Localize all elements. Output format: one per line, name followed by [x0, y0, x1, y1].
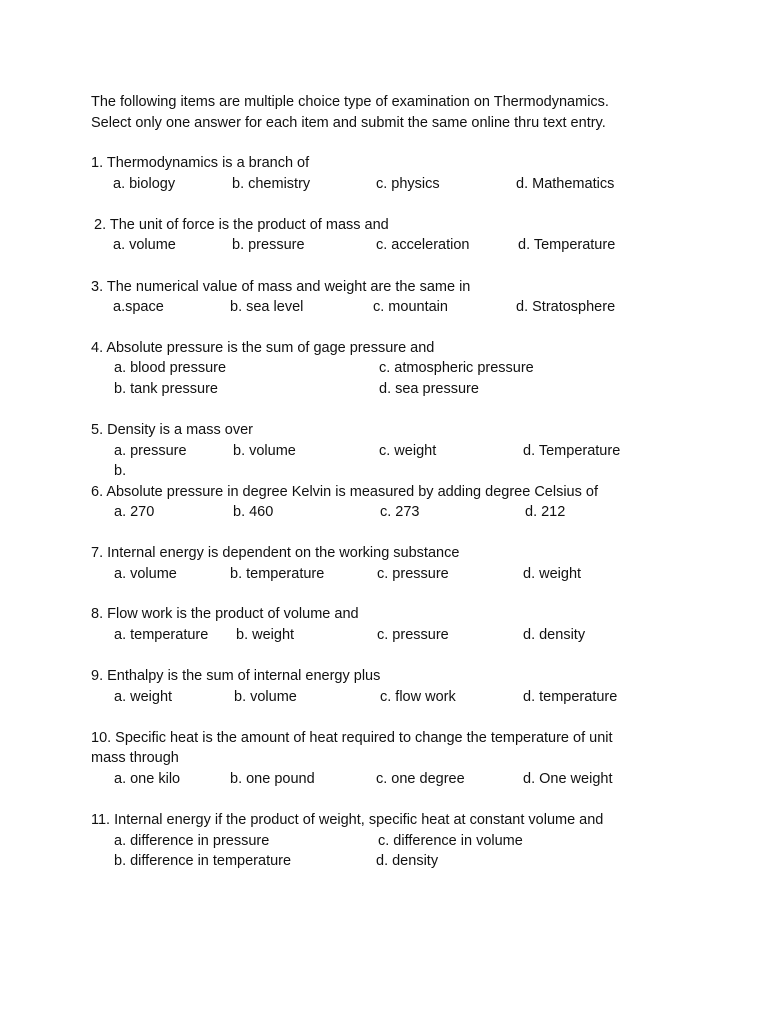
option-c: c. difference in volume — [378, 833, 523, 849]
option-b: b. volume — [233, 443, 296, 459]
option-a: a. difference in pressure — [114, 833, 270, 849]
option-b: b. temperature — [230, 566, 325, 582]
option-a: a. 270 — [114, 504, 155, 520]
option-b: b. difference in temperature — [114, 853, 292, 869]
option-a: a. weight — [114, 689, 173, 705]
option-b: b. 460 — [233, 504, 274, 520]
question-text: 4. Absolute pressure is the sum of gage pressure and — [91, 340, 435, 356]
option-c: c. pressure — [377, 627, 449, 643]
question-text: 8. Flow work is the product of volume and — [91, 606, 359, 622]
question-text: 5. Density is a mass over — [91, 422, 253, 438]
option-a: a. pressure — [114, 443, 187, 459]
option-d: d. weight — [523, 566, 582, 582]
question-text: 10. Specific heat is the amount of heat required to change the temperature of unit — [91, 730, 613, 746]
option-c: c. one degree — [376, 771, 465, 787]
option-a: a. volume — [114, 566, 177, 582]
option-d: d. One weight — [523, 771, 613, 787]
option-b: b. chemistry — [232, 176, 311, 192]
option-c: c. mountain — [373, 299, 448, 315]
option-a: a. volume — [113, 237, 176, 253]
option-a: a. temperature — [114, 627, 209, 643]
option-d: d. sea pressure — [379, 381, 479, 397]
question-text: 2. The unit of force is the product of mass and — [94, 217, 389, 233]
question-text: 6. Absolute pressure in degree Kelvin is measured by adding degree Celsius of — [91, 484, 598, 500]
option-d: d. temperature — [523, 689, 618, 705]
option-a: a. blood pressure — [114, 360, 227, 376]
option-d: d. 212 — [525, 504, 566, 520]
stray-option-b: b. — [114, 463, 127, 479]
intro-line-1: The following items are multiple choice type of examination on Thermodynamics. — [91, 94, 609, 110]
option-c: c. physics — [376, 176, 440, 192]
question-text: 3. The numerical value of mass and weight are the same in — [91, 279, 471, 295]
option-d: d. Temperature — [518, 237, 616, 253]
option-b: b. sea level — [230, 299, 304, 315]
intro-line-2: Select only one answer for each item and submit the same online thru text entry. — [91, 115, 606, 131]
option-a: a. biology — [113, 176, 176, 192]
option-b: b. pressure — [232, 237, 305, 253]
option-b: b. one pound — [230, 771, 315, 787]
option-c: c. 273 — [380, 504, 420, 520]
question-text: 1. Thermodynamics is a branch of — [91, 155, 310, 171]
option-d: d. Mathematics — [516, 176, 615, 192]
option-c: c. weight — [379, 443, 437, 459]
option-c: c. atmospheric pressure — [379, 360, 534, 376]
option-a: a.space — [113, 299, 164, 315]
option-b: b. tank pressure — [114, 381, 218, 397]
option-d: d. Temperature — [523, 443, 621, 459]
option-b: b. weight — [236, 627, 295, 643]
option-c: c. flow work — [380, 689, 456, 705]
question-text: 9. Enthalpy is the sum of internal energy plus — [91, 668, 381, 684]
question-text: 7. Internal energy is dependent on the working substance — [91, 545, 460, 561]
question-text-continued: mass through — [91, 750, 179, 766]
option-a: a. one kilo — [114, 771, 181, 787]
option-c: c. pressure — [377, 566, 449, 582]
option-b: b. volume — [234, 689, 297, 705]
option-d: d. density — [523, 627, 586, 643]
option-d: d. Stratosphere — [516, 299, 616, 315]
option-c: c. acceleration — [376, 237, 470, 253]
option-d: d. density — [376, 853, 439, 869]
question-text: 11. Internal energy if the product of weight, specific heat at constant volume and — [91, 812, 604, 828]
